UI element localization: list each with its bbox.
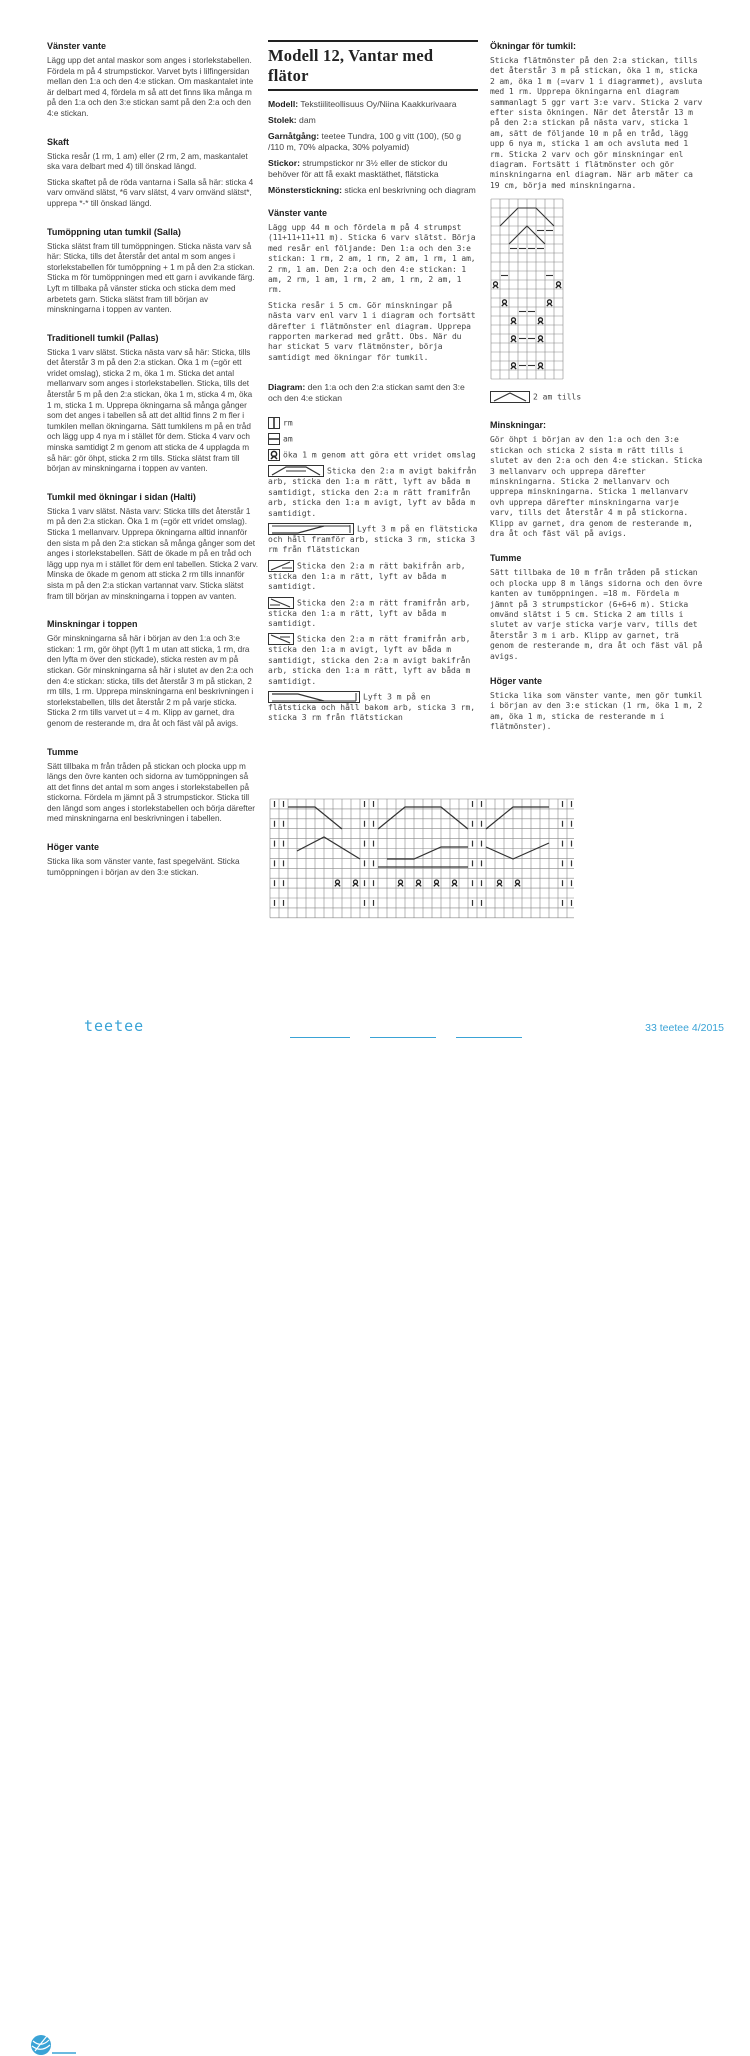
meta-garn: Garnåtgång: teetee Tundra, 100 g vitt (100), (50 g /110 m, 70% alpacka, 30% polyamid): [268, 131, 461, 152]
legend-row-tills: 2 am tills: [490, 391, 704, 403]
text-salla: Sticka slätst fram till tumöppningen. Sticka nästa varv så här: Sticka, tills det återstår det antal m som anges i storlekstabellen för tumöppning + 1 m på den 2:a stickan. Sticka m för tumöppningen med ett garn i avvikande färg. Lyft m tillbaka på vänster sticka och sticka dem med arbetets garn. Sticka slätst fram till början av minskningarna i toppen av vanten.: [47, 241, 255, 315]
cable-mark: [486, 843, 549, 859]
column-left: [47, 40, 259, 883]
text-tumme-2: Sätt tillbaka de 10 m från tråden på stickan och plocka upp 8 m längs sidorna och den övre kanten av tumöppningen. =18 m. Fördela m jämnt på 3 strumpstickor (6+6+6 m). Sticka omvänd slätst i 5 cm. Sticka 2 am tills i slutet av varje sticka varje varv, tills det återstår 3 m i arb. Klipp av garnet, trä genom de resterande m, dra åt och fäst väl på avigs.: [490, 568, 703, 661]
cable-right-icon: [268, 633, 294, 645]
text-halti: Sticka 1 varv slätst. Nästa varv: Sticka tills det återstår 1 m på den 2:a stickan. Öka 1 m (=gör ett vridet omslag). Sticka 1 mellanvarv. Upprepa ökningarna alltid innanför den sista m på den 2:a stickan så många gånger som det anges i storlekstabellen. Sätt de ökade m på en tråd och lägg upp nya m i stället för dem enl tabellen. Sticka 2 varv. Minska de ökade m genom att sticka 2 rm tills innanför sista m på den 2:a stickan vartannat varv. Sticka slätst fram till början av minskningarna i toppen av vanten.: [47, 506, 259, 601]
meta-monster: Mönsterstickning: sticka enl beskrivning och diagram: [268, 185, 476, 195]
brand-wordmark: teetee: [84, 1017, 145, 1035]
cable-left-icon: [268, 465, 324, 477]
legend-row: am: [268, 433, 478, 445]
page-number: 33 teetee 4/2015: [645, 1022, 724, 1034]
heading-pallas: Traditionell tumkil (Pallas): [47, 332, 159, 343]
footer-rule: [370, 1037, 436, 1038]
legend-row: Lyft 3 m på en flätsticka och håll bakom arb, sticka 3 rm, sticka 3 rm från flätstickan: [268, 692, 476, 723]
increase-mark: [398, 884, 403, 887]
column-middle: [268, 40, 478, 728]
increase-mark: [511, 322, 516, 325]
legend-row: Sticka den 2:a m rätt bakifrån arb, sticka den 1:a m rätt, lyft av båda m samtidigt.: [268, 561, 466, 592]
dec-left-icon: [268, 597, 294, 609]
increase-mark: [502, 304, 507, 307]
cable-pattern-chart: [268, 795, 574, 929]
cable-front-icon: [268, 523, 354, 535]
text-vanster: Lägg upp det antal maskor som anges i storlekstabellen. Fördela m på 4 strumpstickor. Varvet byts i lilfingersidan mellan den 1:a och den 4:e stickan. Om maskantalet inte är delbart med 4, fördela m så att det finns lika många m på den 1:a och den 3:e stickan samt på den 2:a och den 4:e stickan.: [47, 56, 254, 118]
dec-tills-icon: [490, 391, 530, 403]
increase-mark: [556, 286, 561, 289]
text-hoger-2: Sticka lika som vänster vante, men gör tumkil i början av den 3:e stickan (1 rm, öka 1 m, 2 am, öka 1 m, sticka de resterande m i flätmönster).: [490, 691, 703, 732]
text-pallas: Sticka 1 varv slätst. Sticka nästa varv så här: Sticka, tills det återstår 3 m på den 2:a stickan. Öka 1 m (=gör ett vridet omslag), sticka 2 m, öka 1 m. Sticka det antal mellanvarv som anges i storlekstabellen. Sticka, tills det återstår 5 m på den 2:a stickan, öka 1 m, sticka 4 m, öka 1 m, sticka 1 m. Upprepa ökningarna så många gånger som det anges i tabellen så att det alltid finns 2 m fler i tumkilen mellan ökningarna. Sätt tumkilens m på en tråd och lägg upp 4 nya m i stället för dem. Sticka 4 varv och minska samtidigt 2 m genom att sticka de 4 upplagda m så här: gör öhpt, sticka 2 rm tills. Sticka slätst fram till början av minskningarna i toppen av vanten.: [47, 347, 253, 474]
increase-mark: [493, 286, 498, 289]
column-right: [490, 40, 704, 738]
heading-minsk: Minskningar:: [490, 420, 547, 431]
footer-rule: [456, 1037, 522, 1038]
article-title: Modell 12, Vantar med flätor: [268, 40, 478, 91]
heading-vanster-2: Vänster vante: [268, 208, 328, 218]
increase-mark: [515, 884, 520, 887]
text-tumme: Sätt tillbaka m från tråden på stickan och plocka upp m längs den övre kanten och sidorna av tumöppningen så att det finns det antal m som anges i storlekstabellen på stickorna. Fördela m jämnt på 3 strumpstickor. Sticka till den längd som anges i storlekstabellen och börja därefter med minskningarna enl beskrivningen i tabellen.: [47, 761, 255, 824]
increase-mark: [353, 884, 358, 887]
meta-stickor: Stickor: strumpstickor nr 3½ eller de stickor du behöver för att få exakt masktäthet, flätsticka: [268, 158, 448, 179]
legend-row: rm: [268, 417, 478, 429]
legend-row: Sticka den 2:a m avigt bakifrån arb, sticka den 1:a m rätt, lyft av båda m samtidigt, sticka den 2:a m rätt framifrån arb, sticka den 1:a m avigt, lyft av båda m samtidigt.: [268, 466, 477, 518]
diagram-caption: Diagram: den 1:a och den 2:a stickan samt den 3:e och den 4:e stickan: [268, 382, 465, 404]
text-vanster-2b: Sticka resår i 5 cm. Gör minskningar på nästa varv enl varv 1 i diagram och fortsätt därefter i flätmönster enl diagram. Upprepa rapporten markerad med grått. Obs. När du har stickat 5 varv flätmönster, börja samtidigt med ökningar för tumkil.: [268, 300, 476, 362]
am-icon: [268, 433, 280, 445]
increase-mark: [452, 884, 457, 887]
heading-okningar: Ökningar för tumkil:: [490, 41, 577, 51]
heading-skaft: Skaft: [47, 136, 70, 147]
cable-mark: [486, 807, 549, 829]
rm-icon: [268, 417, 280, 429]
dec-right-icon: [268, 560, 294, 572]
cable-back-icon: [268, 691, 360, 703]
increase-mark: [538, 367, 543, 370]
increase-mark: [416, 884, 421, 887]
meta-stolek: Stolek: dam: [268, 115, 316, 125]
meta-modell: Modell: Tekstiiliteollisuus Oy/Niina Kaakkurivaara: [268, 99, 457, 109]
heading-hoger-2: Höger vante: [490, 676, 543, 686]
yarn-ball-logo: [30, 2034, 76, 2056]
text-topp: Gör minskningarna så här i början av den 1:a och 3:e stickan: 1 rm, gör öhpt (lyft 1 m utan att sticka, 1 rm, dra den lyfta m över den stickade), sticka resten av m på stickan. Gör minskningarna så här i slutet av den 2:a och den 4:e stickan: sticka, tills det återstår 3 m på stickan, 2 rm tills, 1 rm. Upprepa minskningarna enl beskrivningen i storlekstabellen, tills det återstår 2 m på varje sticka. Sticka 2 rm tills varvet ut = 4 m. Klipp av garnet, dra genom de resterande m, dra åt och fäst väl på avigs.: [47, 634, 254, 728]
heading-salla: Tumöppning utan tumkil (Salla): [47, 226, 181, 237]
increase-mark: [335, 884, 340, 887]
inc-icon: [268, 449, 280, 461]
increase-mark: [547, 304, 552, 307]
increase-mark: [538, 322, 543, 325]
thumb-chart-diagram: [490, 198, 570, 380]
text-hoger: Sticka lika som vänster vante, fast spegelvänt. Sticka tumöppningen i början av den 3:e stickan.: [47, 857, 240, 877]
legend-row: Lyft 3 m på en flätsticka och håll framför arb, sticka 3 rm, sticka 3 rm från flätstickan: [268, 524, 478, 555]
increase-mark: [497, 884, 502, 887]
heading-tumme-2: Tumme: [490, 553, 522, 564]
footer-rule: [290, 1037, 350, 1038]
legend-row: öka 1 m genom att göra ett vridet omslag: [268, 449, 478, 461]
text-vanster-2a: Lägg upp 44 m och fördela m på 4 strumpst (11+11+11+11 m). Sticka 6 varv slätst. Börja med resår enl följande: Den 1:a och den 3:e stickan: 1 rm, 2 am, 1 rm, 2 am, 1 rm, 1 am, 2 rm, 1 am. Den 2:a och den 4:e stickan: 1 am, 2 rm, 1 am, 1 rm, 2 am, 1 rm, 2 am, 1 rm.: [268, 223, 476, 295]
legend-row: Sticka den 2:a m rätt framifrån arb, sticka den 1:a m avigt, lyft av båda m samtidigt, sticka den 2:a m avigt bakifrån arb, sticka den 1:a m rätt, lyft av båda m samtidigt.: [268, 634, 471, 686]
increase-mark: [511, 340, 516, 343]
cable-mark: [297, 837, 360, 859]
heading-tumme: Tumme: [47, 746, 79, 757]
symbol-legend: [268, 417, 478, 724]
text-okningar: Sticka flätmönster på den 2:a stickan, tills det återstår 3 m på stickan, öka 1 m, sticka 2 am, öka 1 m (=varv 1 i diagrammet), avsluta med 1 rm. Upprepa ökningarna enl diagram sammanlagt 5 ggr vart 3:e varv. Sticka 2 varv efter sista ökningen. När det återstår 13 m på den 2:a stickan på nästa varv, sticka 1 am, sätt de följande 10 m på en tråd, lägg upp 6 nya m, sticka 1 am och avsluta med 1 rm. Sticka 2 varv och gör minskningar enl diagram. Fortsätt i flätmönster och gör minskningarna enl diagram. När arb mäter ca 19 cm, börja med minskningarna.: [490, 56, 703, 190]
text-skaft-1: Sticka resår (1 rm, 1 am) eller (2 rm, 2 am, maskantalet ska vara delbart med 4) till önskad längd.: [47, 151, 248, 172]
heading-hoger: Höger vante: [47, 842, 100, 853]
increase-mark: [538, 340, 543, 343]
heading-topp: Minskningar i toppen: [47, 619, 138, 630]
legend-row: Sticka den 2:a m rätt framifrån arb, sticka den 1:a m rätt, lyft av båda m samtidigt.: [268, 598, 471, 628]
text-skaft-2: Sticka skaftet på de röda vantarna i Salla så här: sticka 4 varv omvänd slätst, *6 varv slätst, 4 varv omvänd slätst*, upprepa *-* till önskad längd.: [47, 177, 254, 208]
text-minsk: Gör öhpt i början av den 1:a och den 3:e stickan och sticka 2 sista m rätt tills i slutet av den 2:a och den 4:e stickan. Sticka 3 mellanvarv och upprepa därefter minskningarna. Sticka 2 mellanvarv och upprepa minskningarna. Sticka 1 mellanvarv ovh upprepa därefter minskningarna varje varv, tills det återstår 4 m på stickorna. Klipp av garnet, dra genom de resterande m, dra åt och fäst väl på avigs.: [490, 435, 703, 538]
heading-vanster: Vänster vante: [47, 41, 107, 51]
heading-halti: Tumkil med ökningar i sidan (Halti): [47, 491, 196, 502]
increase-mark: [434, 884, 439, 887]
increase-mark: [511, 367, 516, 370]
